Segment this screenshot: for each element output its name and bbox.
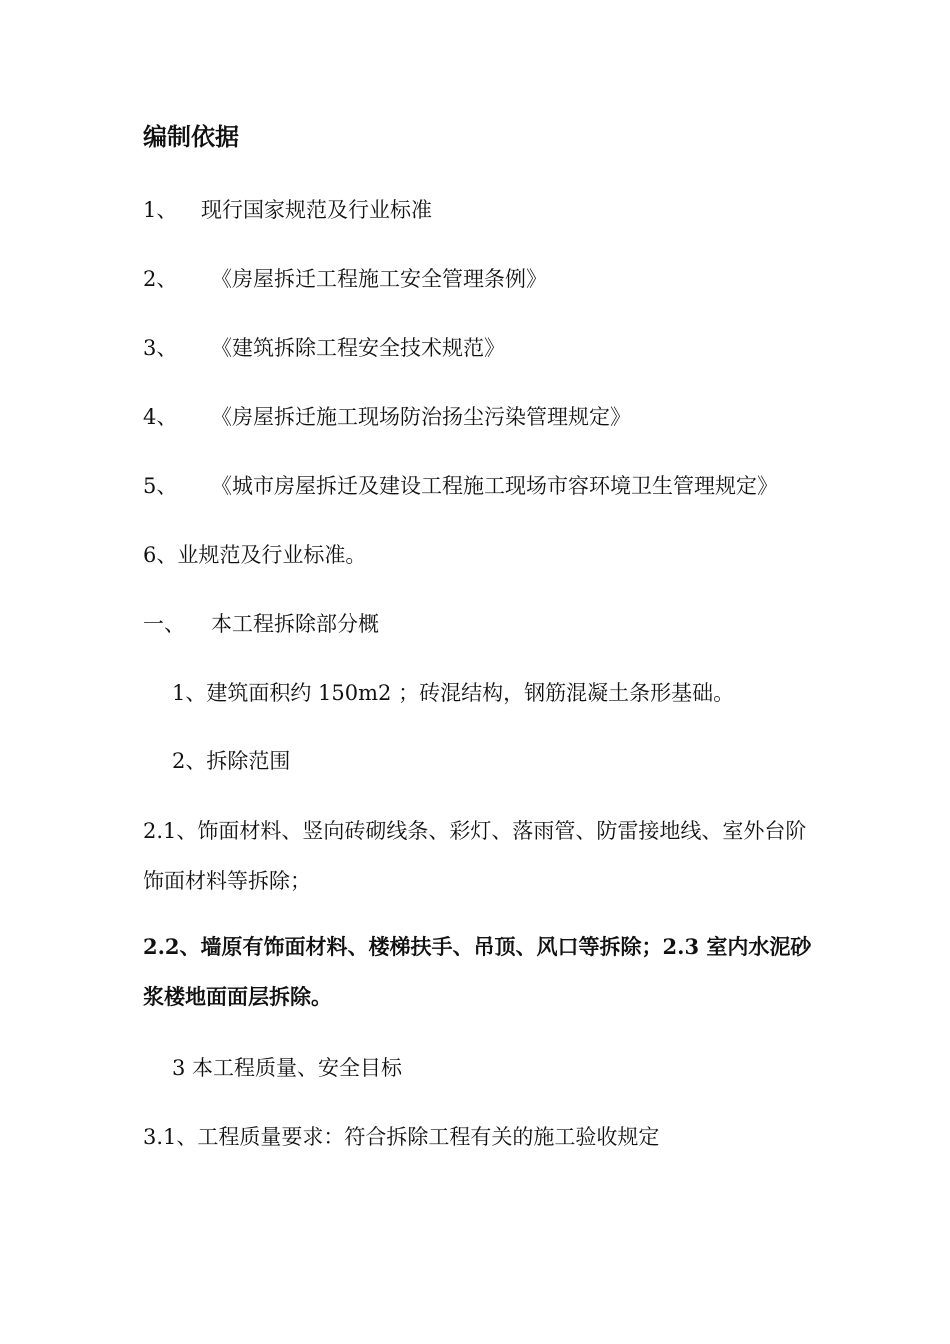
section-2-1-paragraph: 2.1、饰面材料、竖向砖砌线条、彩灯、落雨管、防雷接地线、室外台阶饰面材料等拆除； (143, 819, 807, 893)
section-2-2-paragraph: 2.2、墙原有饰面材料、楼梯扶手、吊顶、风口等拆除；2.3 室内水泥砂浆楼地面面层拆除。 (143, 934, 812, 1009)
basis-item-text: 《建筑拆除工程安全技术规范》 (211, 336, 505, 360)
section-heading-text: 本工程拆除部分概 (211, 612, 379, 636)
basis-item-number: 1、 (143, 198, 178, 222)
section-1-heading (143, 609, 379, 639)
section-number: 一、 (143, 612, 185, 636)
basis-item-number: 3、 (143, 336, 178, 360)
basis-item-3 (143, 333, 505, 363)
basis-item-number: 2、 (143, 267, 178, 291)
basis-item-6: 6、业规范及行业标准。 (143, 543, 367, 567)
section-1-item-2: 2、拆除范围 (172, 749, 291, 773)
page-title: 编制依据 (143, 122, 239, 151)
basis-item-text: 《房屋拆迁施工现场防治扬尘污染管理规定》 (211, 405, 631, 429)
basis-item-number: 5、 (143, 474, 178, 498)
section-1-item-1: 1、建筑面积约 150m2 ；砖混结构，钢筋混凝土条形基础。 (172, 681, 735, 705)
basis-item-text: 《房屋拆迁工程施工安全管理条例》 (211, 267, 547, 291)
section-3-1-item: 3.1、工程质量要求：符合拆除工程有关的施工验收规定 (143, 1125, 660, 1149)
basis-item-2 (143, 264, 547, 294)
basis-item-1 (143, 195, 432, 225)
basis-item-4 (143, 402, 631, 432)
section-3-heading: 3 本工程质量、安全目标 (172, 1056, 403, 1080)
basis-item-number: 4、 (143, 405, 178, 429)
basis-item-text: 现行国家规范及行业标准 (201, 198, 432, 222)
basis-item-5 (143, 471, 778, 501)
basis-item-text: 《城市房屋拆迁及建设工程施工现场市容环境卫生管理规定》 (211, 474, 778, 498)
